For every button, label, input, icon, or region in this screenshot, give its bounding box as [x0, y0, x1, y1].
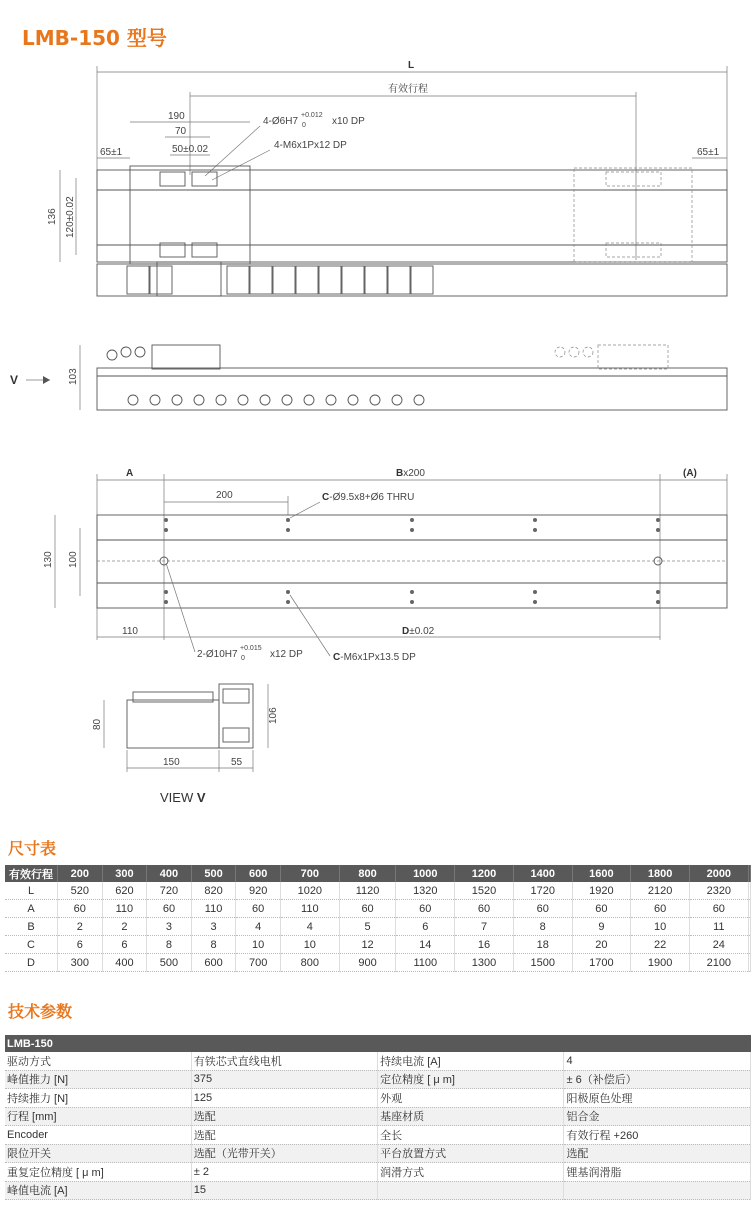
dims-cell: 10: [631, 918, 690, 936]
dims-cell: [748, 954, 750, 972]
dim-stroke: 有效行程: [388, 84, 428, 95]
dim-65-left: 65±1: [100, 147, 123, 158]
dim-103: 103: [68, 368, 79, 385]
dims-row-label: D: [5, 954, 58, 972]
dims-cell: 1500: [513, 954, 572, 972]
dims-row: [5, 900, 751, 918]
dim-A: A: [126, 468, 134, 479]
view-v: [92, 684, 279, 772]
dims-row-label: B: [5, 918, 58, 936]
dims-header-cell: 700: [280, 865, 339, 882]
spec-param-name: 润滑方式: [378, 1163, 564, 1182]
dims-cell: 18: [513, 936, 572, 954]
dims-cell: 900: [339, 954, 396, 972]
dims-row-label: A: [5, 900, 58, 918]
spec-param-value: 有铁芯式直线电机: [191, 1052, 377, 1070]
spec-param-name: [378, 1181, 564, 1200]
dims-cell: 4: [236, 918, 281, 936]
spec-param-value: ± 2: [191, 1163, 377, 1182]
svg-text:0: 0: [302, 122, 306, 129]
dims-header-cell: 2000: [689, 865, 748, 882]
dims-cell: 500: [147, 954, 192, 972]
dims-cell: 620: [102, 882, 147, 900]
top-view: [47, 60, 727, 296]
dim-136: 136: [47, 208, 58, 225]
svg-text:x12 DP: x12 DP: [270, 649, 303, 660]
dim-50: 50±0.02: [172, 144, 209, 155]
dims-header-cell: 300: [102, 865, 147, 882]
spec-param-value: 选配: [564, 1144, 751, 1163]
dims-cell: 4: [280, 918, 339, 936]
dim-L: L: [408, 60, 415, 71]
dims-cell: 24: [689, 936, 748, 954]
dims-header-cell: 1800: [631, 865, 690, 882]
dims-cell: 1900: [631, 954, 690, 972]
dims-cell: 3: [191, 918, 236, 936]
dims-cell: 60: [689, 900, 748, 918]
dim-200: 200: [216, 490, 233, 501]
dims-cell: 1520: [455, 882, 514, 900]
dims-cell: 110: [191, 900, 236, 918]
dims-cell: 110: [280, 900, 339, 918]
dims-cell: 60: [513, 900, 572, 918]
svg-text:+0.012: +0.012: [301, 112, 323, 119]
dims-cell: 1700: [572, 954, 631, 972]
dims-cell: 820: [191, 882, 236, 900]
dim-110: 110: [122, 626, 138, 637]
view-arrow-label: V: [10, 373, 19, 387]
dims-cell: 720: [147, 882, 192, 900]
spec-param-value: ± 6（补偿后）: [564, 1070, 751, 1089]
view-v-label: VIEW V: [160, 790, 206, 805]
spec-param-name: 行程 [mm]: [5, 1107, 191, 1126]
dims-cell: 5: [339, 918, 396, 936]
svg-text:0: 0: [241, 655, 245, 662]
pin-callout: 2-Ø10H7: [197, 649, 238, 660]
dim-106: 106: [268, 707, 279, 724]
dims-cell: 8: [191, 936, 236, 954]
spec-param-value: 阳极原色处理: [564, 1089, 751, 1108]
dims-header-cell: 400: [147, 865, 192, 882]
dims-cell: 60: [631, 900, 690, 918]
dims-cell: 12: [339, 936, 396, 954]
spec-param-value: 选配（光带开关）: [191, 1144, 377, 1163]
spec-param-name: 定位精度 [ μ m]: [378, 1070, 564, 1089]
spec-row: [5, 1052, 751, 1070]
dims-header-cell: 600: [236, 865, 281, 882]
spec-param-value: 有效行程 +260: [564, 1126, 751, 1145]
dims-cell: [748, 900, 750, 918]
dim-55: 55: [231, 757, 243, 768]
dims-cell: 2320: [689, 882, 748, 900]
dims-cell: 800: [280, 954, 339, 972]
spec-row: [5, 1126, 751, 1145]
dim-D: D±0.02: [402, 626, 435, 637]
dims-row: [5, 954, 751, 972]
spec-row: [5, 1070, 751, 1089]
spec-param-value: 锂基润滑脂: [564, 1163, 751, 1182]
spec-table: [5, 1035, 751, 1200]
dim-70: 70: [175, 126, 187, 137]
bottom-view: [43, 468, 727, 663]
spec-row: [5, 1163, 751, 1182]
dims-cell: 1100: [396, 954, 455, 972]
dims-cell: 60: [572, 900, 631, 918]
dims-cell: 2: [58, 918, 103, 936]
dims-cell: 10: [236, 936, 281, 954]
dims-cell: 60: [236, 900, 281, 918]
hole-callout-2: 4-M6x1Px12 DP: [274, 140, 347, 151]
dim-Bx200: Bx200: [396, 468, 425, 479]
dims-cell: 300: [58, 954, 103, 972]
dims-cell: 60: [58, 900, 103, 918]
spec-param-name: 重复定位精度 [ μ m]: [5, 1163, 191, 1182]
dims-cell: 14: [396, 936, 455, 954]
dims-cell: 520: [58, 882, 103, 900]
dims-cell: 600: [191, 954, 236, 972]
spec-param-name: 限位开关: [5, 1144, 191, 1163]
spec-param-value: 铝合金: [564, 1107, 751, 1126]
spec-row: [5, 1089, 751, 1108]
dims-cell: [748, 936, 750, 954]
dims-header-cell: 1000: [396, 865, 455, 882]
dims-header-stroke: 有效行程: [5, 865, 58, 882]
side-view: [10, 345, 727, 410]
dims-cell: 20: [572, 936, 631, 954]
dims-header-cell: 200: [58, 865, 103, 882]
spec-param-value: 选配: [191, 1126, 377, 1145]
dims-row: [5, 936, 751, 954]
spec-row: [5, 1107, 751, 1126]
dims-cell: 2120: [631, 882, 690, 900]
dims-cell: 9: [572, 918, 631, 936]
spec-param-value: [564, 1181, 751, 1200]
dimension-table: [5, 865, 751, 972]
dims-row-label: L: [5, 882, 58, 900]
spec-param-name: 平台放置方式: [378, 1144, 564, 1163]
dims-cell: 7: [455, 918, 514, 936]
dim-150: 150: [163, 757, 180, 768]
spec-param-value: 125: [191, 1089, 377, 1108]
dim-100: 100: [68, 551, 79, 568]
dims-cell: 110: [102, 900, 147, 918]
dims-cell: 2100: [689, 954, 748, 972]
spec-param-name: 持续推力 [N]: [5, 1089, 191, 1108]
dim-A-paren: (A): [683, 468, 697, 479]
dims-header-cell: 1600: [572, 865, 631, 882]
spec-param-name: 驱动方式: [5, 1052, 191, 1070]
dims-cell: 60: [396, 900, 455, 918]
dims-header-cell: [748, 865, 750, 882]
dims-section-title: 尺寸表: [8, 839, 57, 858]
spec-row: [5, 1181, 751, 1200]
dims-cell: 400: [102, 954, 147, 972]
spec-header: LMB-150: [5, 1035, 751, 1052]
dims-cell: 2: [102, 918, 147, 936]
dims-row: [5, 918, 751, 936]
dims-row-label: C: [5, 936, 58, 954]
spec-param-name: 基座材质: [378, 1107, 564, 1126]
spec-param-name: 外观: [378, 1089, 564, 1108]
page-title: LMB-150 型号: [22, 26, 167, 50]
spec-section-title: 技术参数: [8, 1002, 73, 1021]
spec-param-name: 持续电流 [A]: [378, 1052, 564, 1070]
dims-cell: [748, 918, 750, 936]
dims-cell: 6: [396, 918, 455, 936]
spec-param-value: 15: [191, 1181, 377, 1200]
dims-header-cell: 500: [191, 865, 236, 882]
dims-cell: 700: [236, 954, 281, 972]
dims-cell: 8: [147, 936, 192, 954]
dims-cell: 6: [102, 936, 147, 954]
dims-cell: 8: [513, 918, 572, 936]
spec-param-value: 375: [191, 1070, 377, 1089]
dims-cell: [748, 882, 750, 900]
dims-cell: 60: [455, 900, 514, 918]
spec-param-name: Encoder: [5, 1126, 191, 1145]
spec-param-name: 峰值推力 [N]: [5, 1070, 191, 1089]
dims-row: [5, 882, 751, 900]
svg-text:x10 DP: x10 DP: [332, 116, 365, 127]
spec-param-name: 全长: [378, 1126, 564, 1145]
dims-cell: 1320: [396, 882, 455, 900]
dim-80: 80: [92, 718, 103, 730]
dim-65-right: 65±1: [697, 147, 720, 158]
dim-130: 130: [43, 551, 54, 568]
dims-header-cell: 1200: [455, 865, 514, 882]
dims-cell: 60: [339, 900, 396, 918]
spec-row: [5, 1144, 751, 1163]
tap-callout-C: C-M6x1Px13.5 DP: [333, 652, 416, 663]
dims-cell: 1120: [339, 882, 396, 900]
spec-param-name: 峰值电流 [A]: [5, 1181, 191, 1200]
dims-cell: 1020: [280, 882, 339, 900]
hole-callout-1: 4-Ø6H7: [263, 116, 299, 127]
svg-text:+0.015: +0.015: [240, 645, 262, 652]
dims-cell: 11: [689, 918, 748, 936]
dims-cell: 16: [455, 936, 514, 954]
dims-cell: 22: [631, 936, 690, 954]
dims-header-cell: 800: [339, 865, 396, 882]
dims-cell: 1720: [513, 882, 572, 900]
spec-param-value: 4: [564, 1052, 751, 1070]
dims-cell: 1300: [455, 954, 514, 972]
dims-cell: 60: [147, 900, 192, 918]
dims-cell: 3: [147, 918, 192, 936]
hole-callout-C: C-Ø9.5x8+Ø6 THRU: [322, 492, 415, 503]
dims-cell: 10: [280, 936, 339, 954]
dims-header-cell: 1400: [513, 865, 572, 882]
spec-param-value: 选配: [191, 1107, 377, 1126]
dims-cell: 6: [58, 936, 103, 954]
dim-120: 120±0.02: [65, 196, 76, 238]
dims-cell: 1920: [572, 882, 631, 900]
dim-190: 190: [168, 111, 185, 122]
dims-cell: 920: [236, 882, 281, 900]
